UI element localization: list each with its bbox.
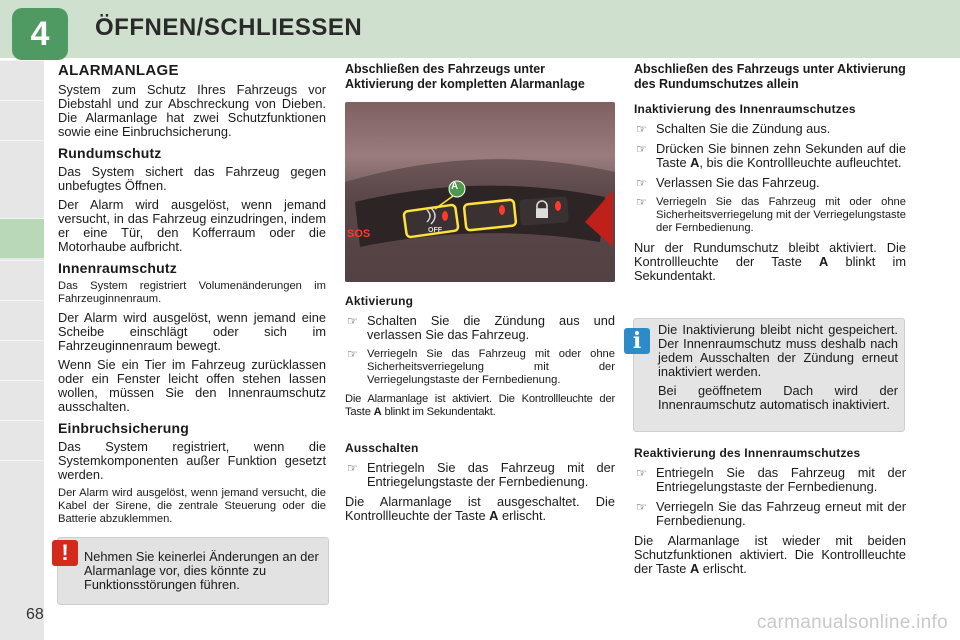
sidebar-tab[interactable] (0, 380, 44, 420)
column-alarm-overview (58, 62, 326, 531)
reaktivierung-title: Reaktivierung des Innenraumschutzes (634, 446, 861, 460)
warning-icon: ! (52, 540, 78, 566)
pointing-hand-icon: ☞ (636, 122, 647, 136)
column-full-alarm (345, 62, 615, 528)
sidebar-tab[interactable] (0, 140, 44, 180)
innenraumschutz-text-1: Das System registriert Volumenänderungen im Fahrzeuginnenraum. (58, 280, 326, 305)
einbruchsicherung-text-2: Der Alarm wird ausgelöst, wenn jemand versucht, die Kabel der Sirene, die zentrale Steuerung oder die Batterie abzuklemmen. (58, 487, 326, 525)
ausschalten-title: Ausschalten (345, 441, 419, 455)
einbruchsicherung-text-1: Das System registriert, wenn die Systemkomponenten außer Funktion gesetzt werden. (58, 439, 326, 482)
innenraumschutz-text-2: Der Alarm wird ausgelöst, wenn jemand eine Scheibe einschlägt oder sich im Fahrzeuginnenraum bewegt. (58, 310, 326, 353)
inaktivierung-step-2: ☞ Drücken Sie binnen zehn Sekunden auf die Taste A, bis die Kontrollleuchte aufleuchtet. (636, 141, 906, 170)
sidebar-tab[interactable] (0, 100, 44, 140)
warning-text: Nehmen Sie keinerlei Änderungen an der Alarmanlage vor, dies könnte zu Funktionsstörungen führen. (84, 549, 319, 592)
photo-sos-label: SOS (347, 228, 371, 240)
rundumschutz-text-1: Das System sichert das Fahrzeug gegen unbefugtes Öffnen. (58, 164, 326, 193)
console-illustration (345, 102, 615, 282)
reaktivierung-step-1: ☞ Entriegeln Sie das Fahrzeug mit der Entriegelungstaste der Fernbedienung. (636, 465, 906, 494)
pointing-hand-icon: ☞ (636, 500, 647, 514)
section-title-alarmanlage: ALARMANLAGE (58, 62, 179, 79)
inaktivierung-note: Nur der Rundumschutz bleibt aktiviert. Die Kontrollleuchte der Taste A blinkt im Sekundentakt. (634, 240, 907, 283)
info-icon: i (624, 328, 650, 354)
pointing-hand-icon: ☞ (347, 314, 358, 328)
chapter-sidebar (0, 60, 44, 640)
pointing-hand-icon: ☞ (636, 195, 647, 209)
full-alarm-title: Abschließen des Fahrzeugs unter Aktivierung der kompletten Alarmanlage (345, 62, 585, 91)
ausschalten-step-1: ☞ Entriegeln Sie das Fahrzeug mit der Entriegelungstaste der Fernbedienung. (347, 460, 615, 489)
sidebar-tab[interactable] (0, 300, 44, 340)
reaktivierung-step-2: ☞ Verriegeln Sie das Fahrzeug erneut mit der Fernbedienung. (636, 499, 906, 528)
column-perimeter-only (634, 62, 906, 288)
aktivierung-step-2: ☞ Verriegeln Sie das Fahrzeug mit oder ohne Sicherheitsverriegelung mit der Verriegelungstaste der Fernbedienung. (347, 347, 615, 386)
alarm-intro-text: System zum Schutz Ihres Fahrzeugs vor Diebstahl und zur Abschreckung von Dieben. Die Alarmanlage hat zwei Schutzfunktionen sowie eine Einbruchsicherung. (58, 82, 326, 139)
info-text-2: Bei geöffnetem Dach wird der Innenraumschutz automatisch inaktiviert. (658, 383, 898, 412)
section-title-innenraumschutz: Innenraumschutz (58, 260, 177, 276)
sidebar-tab[interactable] (0, 460, 44, 500)
column-reactivation (634, 442, 906, 581)
innenraumschutz-text-3: Wenn Sie ein Tier im Fahrzeug zurücklassen oder ein Fenster leicht offen stehen lassen wollen, müssen Sie den Innenraumschutz ausschalten. (58, 357, 326, 414)
pointing-hand-icon: ☞ (636, 142, 647, 156)
inaktivierung-step-3: ☞ Verlassen Sie das Fahrzeug. (636, 175, 820, 190)
sidebar-tab-active[interactable] (0, 218, 44, 258)
sidebar-tab[interactable] (0, 260, 44, 300)
sidebar-tab[interactable] (0, 60, 44, 100)
info-text (658, 323, 898, 417)
photo-off-label: OFF (428, 227, 442, 234)
sidebar-tab[interactable] (0, 340, 44, 380)
aktivierung-step-1: ☞ Schalten Sie die Zündung aus und verlassen Sie das Fahrzeug. (347, 313, 615, 342)
pointing-hand-icon: ☞ (636, 466, 647, 480)
pointing-hand-icon: ☞ (347, 461, 358, 475)
photo-label-a: A (451, 181, 459, 192)
perimeter-only-title: Abschließen des Fahrzeugs unter Aktivierung des Rundumschutzes allein (634, 62, 906, 91)
ausschalten-note: Die Alarmanlage ist ausgeschaltet. Die Kontrollleuchte der Taste A erlischt. (345, 494, 615, 523)
section-title-rundumschutz: Rundumschutz (58, 145, 162, 161)
aktivierung-title: Aktivierung (345, 294, 414, 308)
inaktivierung-title: Inaktivierung des Innenraumschutzes (634, 102, 856, 116)
pointing-hand-icon: ☞ (347, 347, 358, 361)
pointing-hand-icon: ☞ (636, 176, 647, 190)
section-title-einbruchsicherung: Einbruchsicherung (58, 420, 189, 436)
inaktivierung-step-4: ☞ Verriegeln Sie das Fahrzeug mit oder ohne Sicherheitsverriegelung mit der Verriegelungstaste der Fernbedienung. (636, 195, 906, 234)
info-text-1: Die Inaktivierung bleibt nicht gespeichert. Der Innenraumschutz muss deshalb nach jedem Ausschalten der Zündung erneut inaktiviert werden. (658, 322, 898, 379)
watermark: carmanualsonline.info (756, 612, 948, 633)
aktivierung-note: Die Alarmanlage ist aktiviert. Die Kontrollleuchte der Taste A blinkt im Sekundentakt. (345, 393, 615, 418)
page-title: ÖFFNEN/SCHLIESSEN (95, 14, 363, 41)
page-number: 68 (26, 606, 44, 623)
alarm-button-photo (345, 102, 615, 282)
inaktivierung-step-1: ☞ Schalten Sie die Zündung aus. (636, 121, 831, 136)
reaktivierung-note: Die Alarmanlage ist wieder mit beiden Schutzfunktionen aktiviert. Die Kontrollleuchte der Taste A erlischt. (634, 533, 906, 576)
chapter-number-badge: 4 (12, 8, 68, 60)
rundumschutz-text-2: Der Alarm wird ausgelöst, wenn jemand versucht, in das Fahrzeug einzudringen, indem er eine Tür, den Kofferraum oder die Motorhaube aufbricht. (58, 197, 326, 254)
sidebar-tab[interactable] (0, 420, 44, 460)
